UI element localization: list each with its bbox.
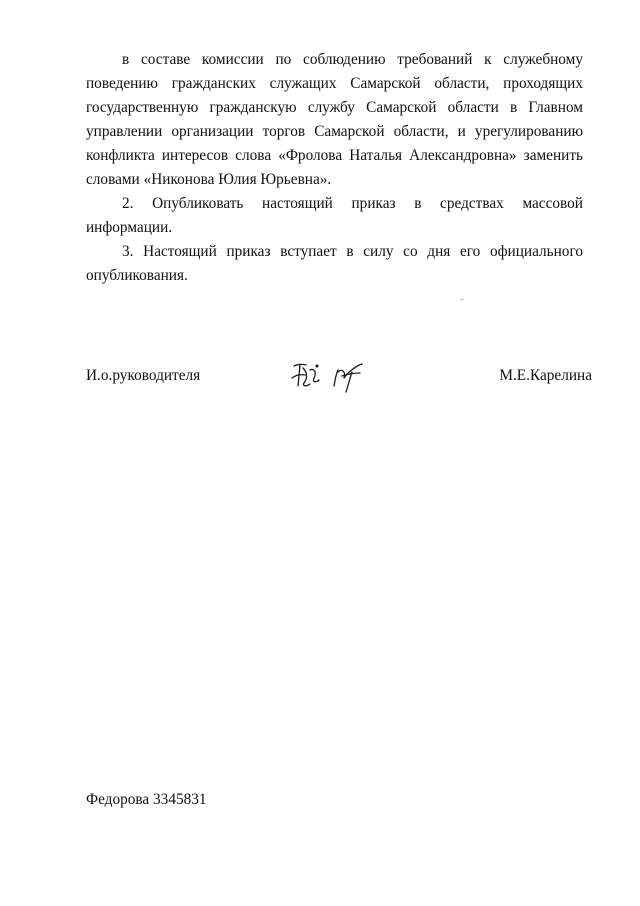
handwritten-signature — [286, 356, 376, 396]
scan-speck — [461, 299, 463, 300]
signatory-title: И.о.руководителя — [86, 367, 201, 384]
executor-contact: Федорова 3345831 — [86, 791, 207, 808]
paragraph-publish: 2. Опубликовать настоящий приказ в средствах массовой информации. — [86, 195, 583, 236]
signatory-name: М.Е.Карелина — [499, 367, 592, 384]
signature-block — [86, 364, 592, 404]
paragraph-commission-amendment: в составе комиссии по соблюдению требований к служебному поведению гражданских служащих Самарской области, проходящих государственную гражданскую службу Самарской области в Главном управлении организации торгов Самарской области, и урегулированию конфликта интересов слова «Фролова Наталья Александровна» заменить словами «Никонова Юлия Юрьевна». — [86, 51, 583, 188]
document-body — [86, 48, 583, 288]
paragraph-effective-date: 3. Настоящий приказ вступает в силу со дня его официального опубликования. — [86, 243, 583, 284]
